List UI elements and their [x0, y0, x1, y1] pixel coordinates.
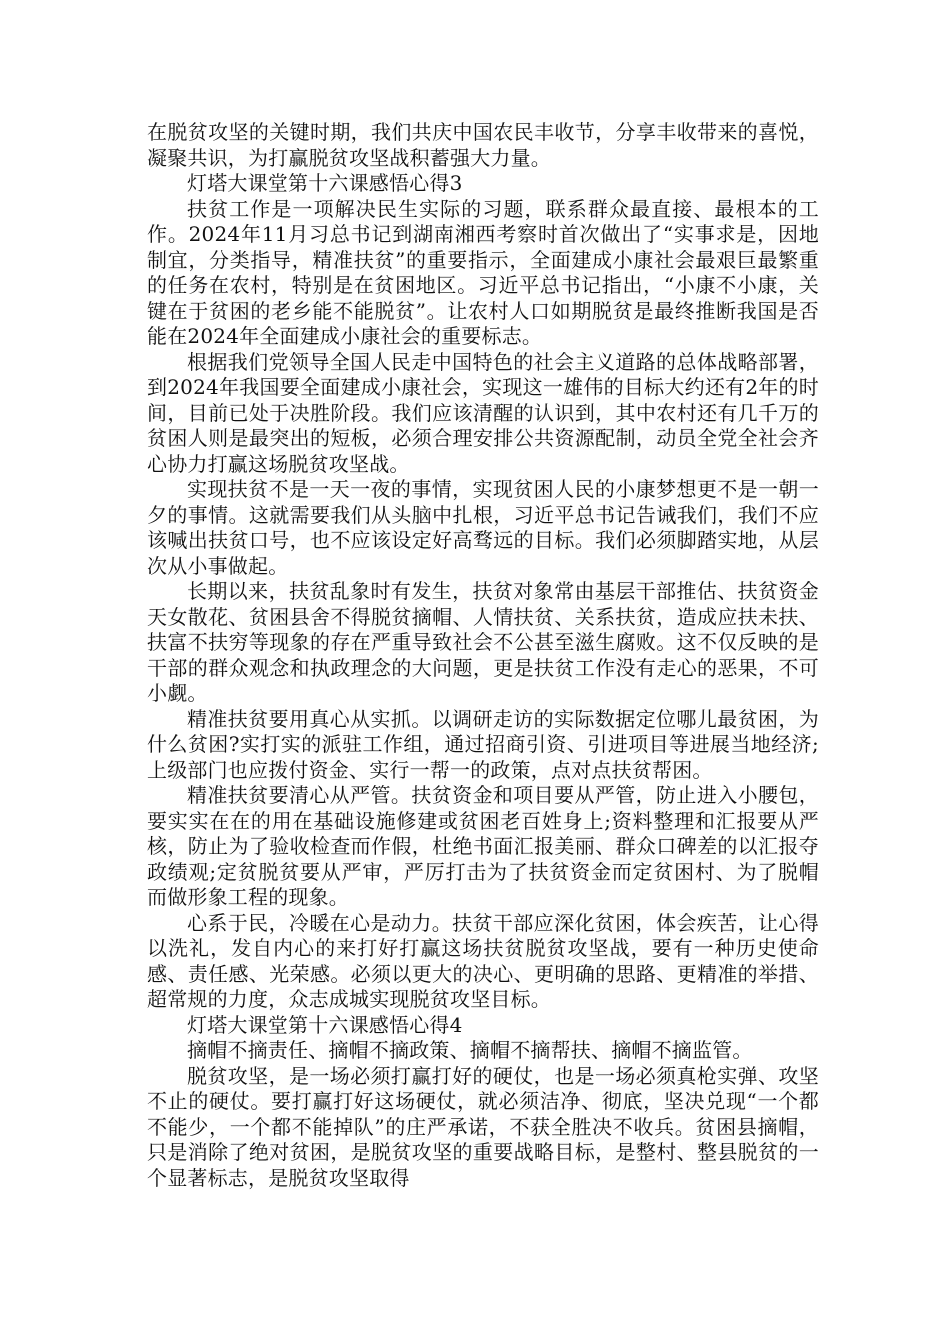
- paragraph: 心系于民，冷暖在心是动力。扶贫干部应深化贫困，体会疾苦，让心得以洗礼，发自内心的来打好打赢这场扶贫脱贫攻坚战，要有一种历史使命感、责任感、光荣感。必须以更大的决心、更明确的思路、更精准的举措、超常规的力度，众志成城实现脱贫攻坚目标。: [147, 910, 819, 1011]
- document-page: [147, 120, 819, 1191]
- section-heading: 灯塔大课堂第十六课感悟心得3: [187, 171, 463, 195]
- paragraph: 精准扶贫要清心从严管。扶贫资金和项目要从严管，防止进入小腰包，要实实在在的用在基础设施修建或贫困老百姓身上;资料整理和汇报要从严核，防止为了验收检查而作假，杜绝书面汇报美丽、群众口碑差的以汇报夺政绩观;定贫脱贫要从严审，严厉打击为了扶贫资金而定贫困村、为了脱帽而做形象工程的现象。: [147, 783, 819, 909]
- paragraph: 长期以来，扶贫乱象时有发生，扶贫对象常由基层干部推估、扶贫资金天女散花、贫困县舍不得脱贫摘帽、人情扶贫、关系扶贫，造成应扶未扶、扶富不扶穷等现象的存在严重导致社会不公甚至滋生腐败。这不仅反映的是干部的群众观念和执政理念的大问题，更是扶贫工作没有走心的恶果，不可小觑。: [147, 579, 819, 705]
- paragraph: 实现扶贫不是一天一夜的事情，实现贫困人民的小康梦想更不是一朝一夕的事情。这就需要我们从头脑中扎根，习近平总书记告诫我们，我们不应该喊出扶贫口号，也不应该设定好高骛远的目标。我们必须脚踏实地，从层次从小事做起。: [147, 477, 819, 578]
- paragraph: 在脱贫攻坚的关键时期，我们共庆中国农民丰收节，分享丰收带来的喜悦，凝聚共识，为打赢脱贫攻坚战积蓄强大力量。: [147, 120, 819, 170]
- section-heading: 灯塔大课堂第十六课感悟心得4: [187, 1012, 463, 1037]
- paragraph: 摘帽不摘责任、摘帽不摘政策、摘帽不摘帮扶、摘帽不摘监管。: [187, 1038, 753, 1062]
- paragraph: 根据我们党领导全国人民走中国特色的社会主义道路的总体战略部署，到2024年我国要全面建成小康社会，实现这一雄伟的目标大约还有2年的时间，目前已处于决胜阶段。我们应该清醒的认识到，其中农村还有几千万的贫困人则是最突出的短板，必须合理安排公共资源配制，动员全党全社会齐心协力打赢这场脱贫攻坚战。: [147, 349, 819, 476]
- paragraph: 脱贫攻坚，是一场必须打赢打好的硬仗，也是一场必须真枪实弹、攻坚不止的硬仗。要打赢打好这场硬仗，就必须洁净、彻底，坚决兑现“一个都不能少，一个都不能掉队”的庄严承诺，不获全胜决不收兵。贫困县摘帽，只是消除了绝对贫困，是脱贫攻坚的重要战略目标，是整村、整县脱贫的一个显著标志，是脱贫攻坚取得: [147, 1063, 819, 1190]
- paragraph: 扶贫工作是一项解决民生实际的习题，联系群众最直接、最根本的工作。2024年11月习总书记到湖南湘西考察时首次做出了“实事求是，因地制宜，分类指导，精准扶贫”的重要指示，全面建成小康社会最艰巨最繁重的任务在农村，特别是在贫困地区。习近平总书记指出，“小康不小康，关键在于贫困的老乡能不能脱贫”。让农村人口如期脱贫是最终推断我国是否能在2024年全面建成小康社会的重要标志。: [147, 196, 819, 348]
- paragraph: 精准扶贫要用真心从实抓。以调研走访的实际数据定位哪儿最贫困，为什么贫困?实打实的派驻工作组，通过招商引资、引进项目等进展当地经济;上级部门也应拨付资金、实行一帮一的政策，点对点扶贫帮困。: [147, 706, 819, 782]
